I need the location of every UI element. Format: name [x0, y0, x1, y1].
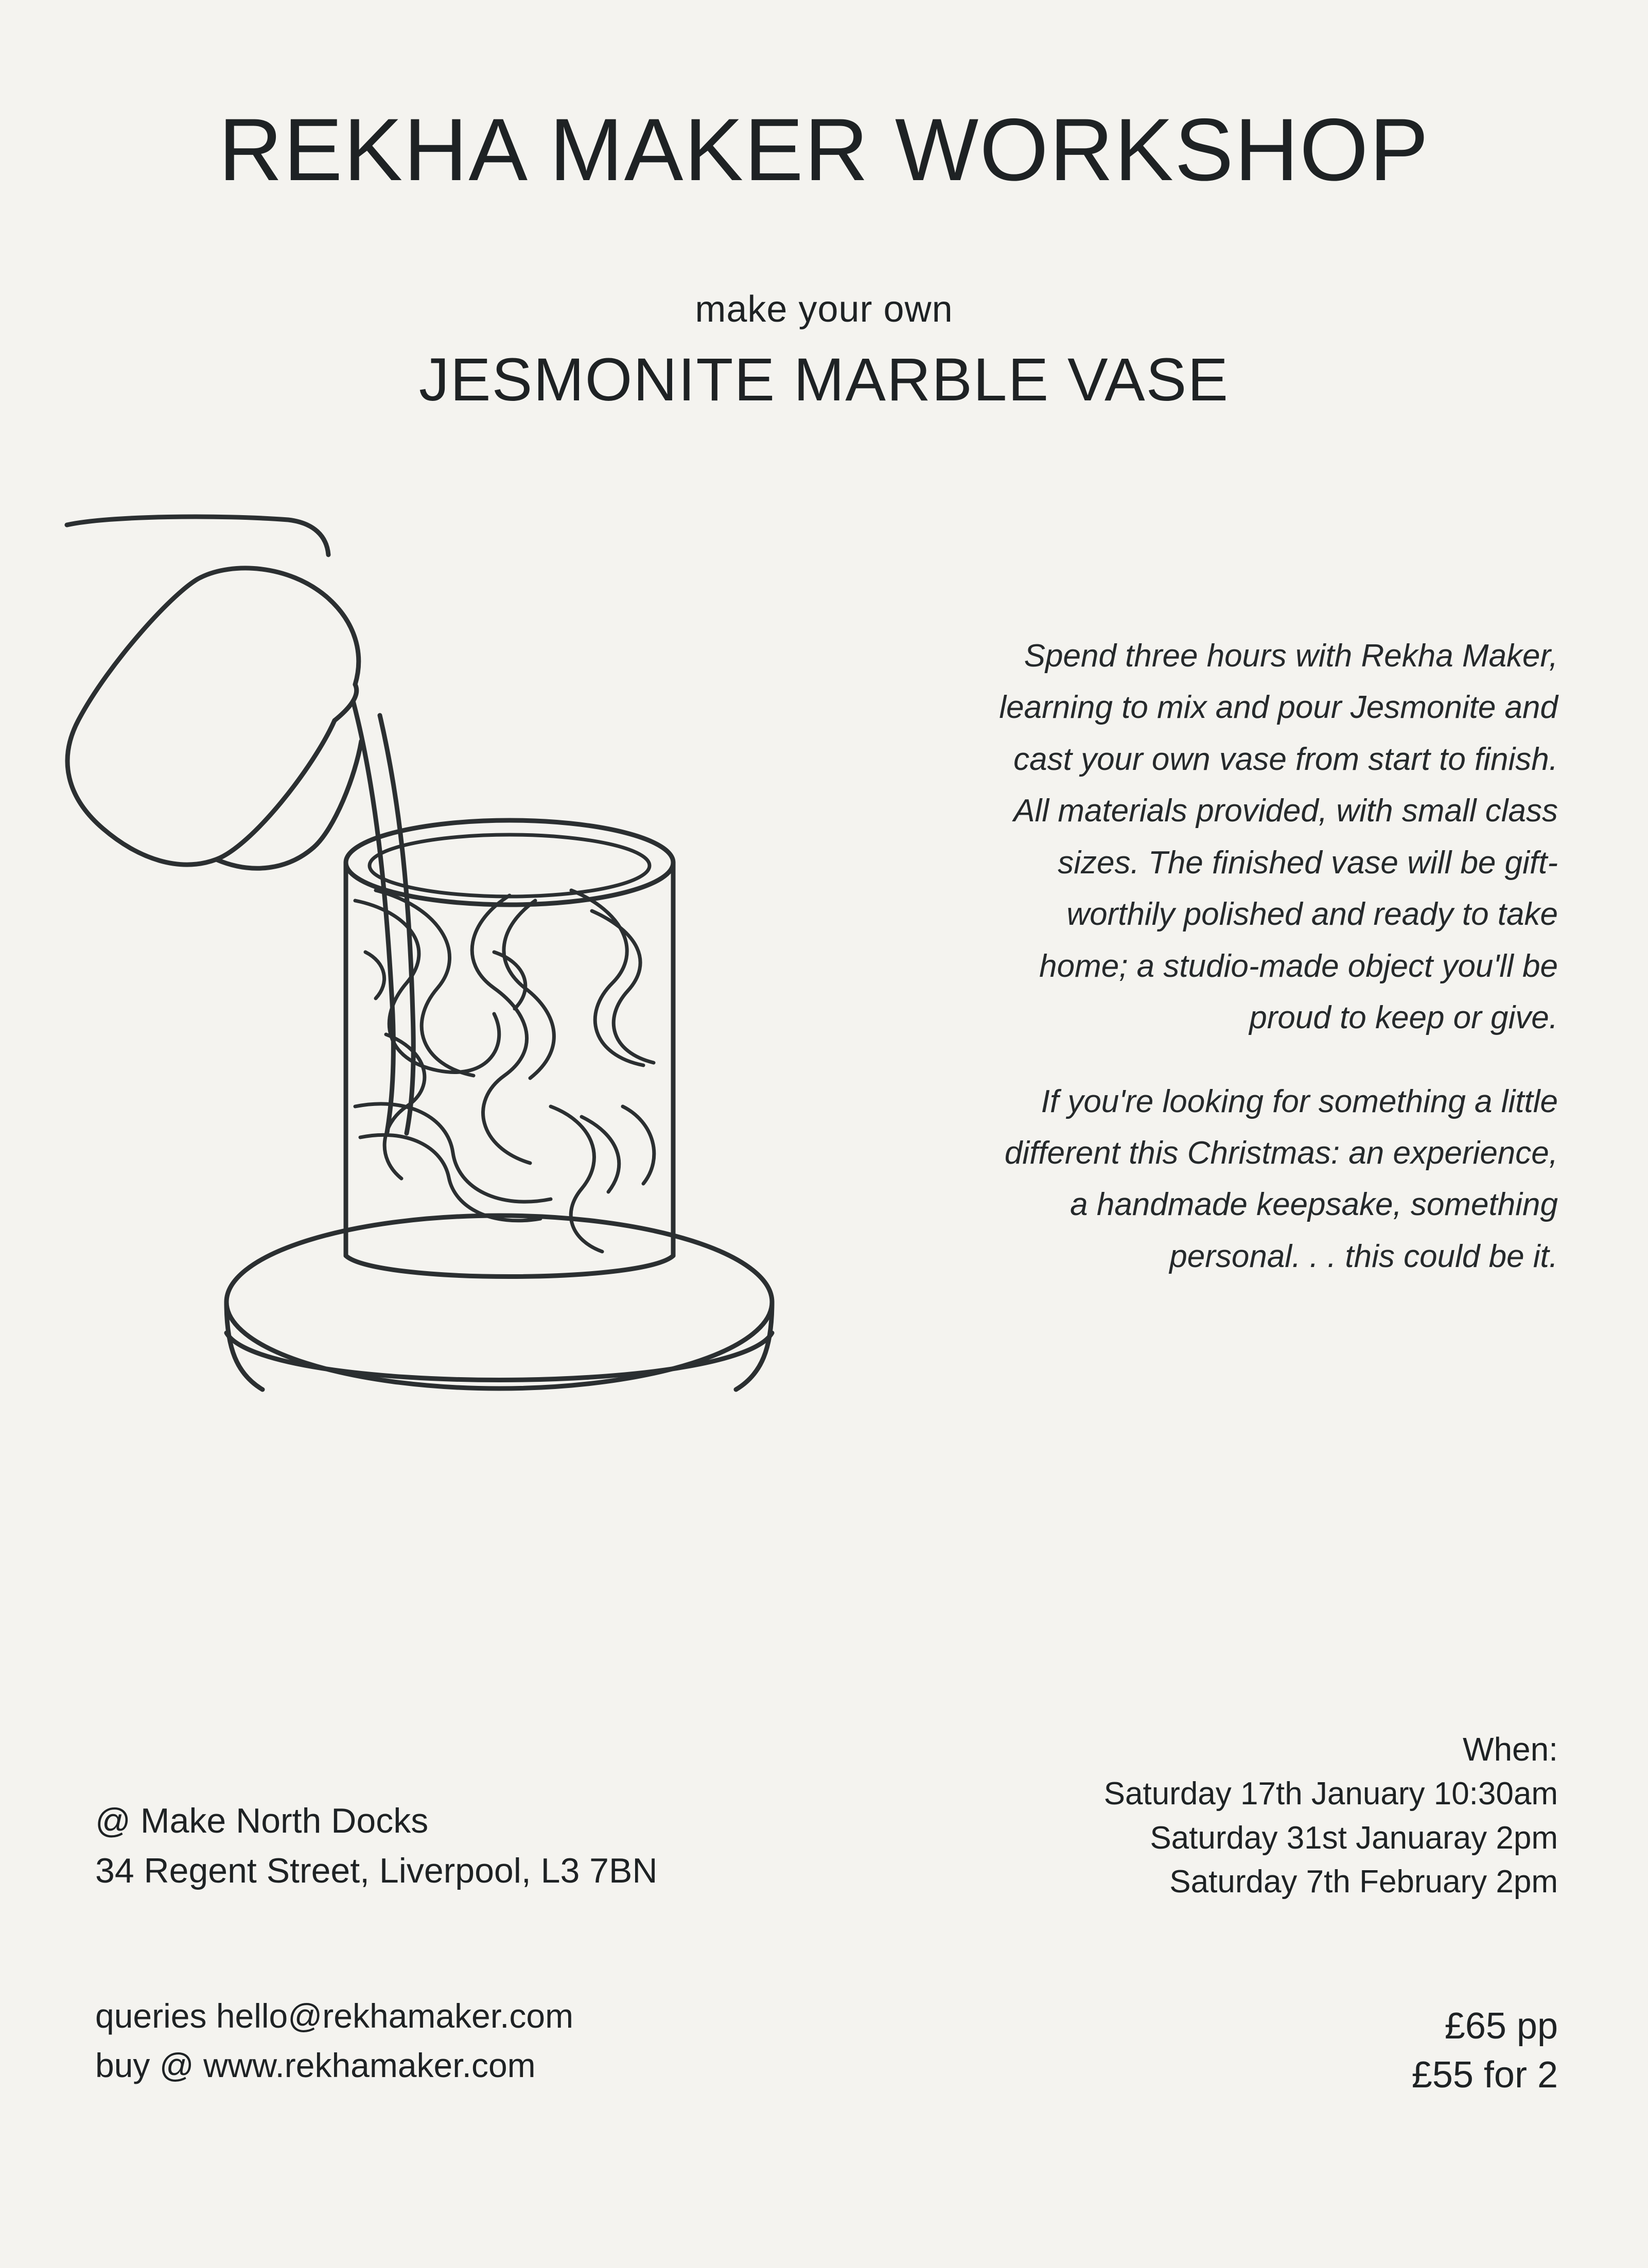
price-pair: £55 for 2	[1411, 2054, 1558, 2096]
venue-name: @ Make North Docks	[95, 1801, 429, 1840]
subtitle-main: JESMONITE MARBLE VASE	[418, 346, 1230, 414]
price-block	[1095, 2002, 1558, 2100]
when-label: When:	[1463, 1731, 1558, 1768]
page-title: REKHA MAKER WORKSHOP	[218, 100, 1430, 199]
description-paragraph-1: Spend three hours with Rekha Maker, learning to mix and pour Jesmonite and cast your own vase from start to finish. All materials provided, with small class sizes. The finished vase will be gift-worthily polished and ready to take home; a studio-made object you'll be proud to keep or give.	[999, 638, 1558, 1036]
price-single: £65 pp	[1444, 2006, 1558, 2047]
contact-email-link[interactable]: hello@rekhamaker.com	[216, 1997, 574, 2035]
buy-label: buy @	[95, 2046, 194, 2084]
contact-buy-line	[95, 2041, 970, 2090]
description-paragraph-2: If you're looking for something a little different this Christmas: an experience, a handmade keepsake, something personal. . . this could be it.	[1004, 1083, 1558, 1274]
website-link[interactable]: www.rekhamaker.com	[203, 2046, 536, 2084]
session-date-1: Saturday 17th January 10:30am	[1103, 1776, 1558, 1812]
session-date-3: Saturday 7th February 2pm	[1169, 1864, 1558, 1900]
session-date-2: Saturday 31st Januaray 2pm	[1150, 1820, 1558, 1856]
jug-pouring-into-marbled-vase-line-drawing	[46, 499, 952, 1755]
queries-label: queries	[95, 1997, 207, 2035]
contact-block	[95, 1992, 970, 2090]
when-block	[940, 1727, 1558, 1904]
description-copy	[992, 630, 1558, 1282]
subtitle-prefix: make your own	[695, 289, 953, 330]
venue-address: 34 Regent Street, Liverpool, L3 7BN	[95, 1851, 658, 1890]
venue-block	[95, 1796, 919, 1895]
contact-queries-line	[95, 1992, 970, 2041]
